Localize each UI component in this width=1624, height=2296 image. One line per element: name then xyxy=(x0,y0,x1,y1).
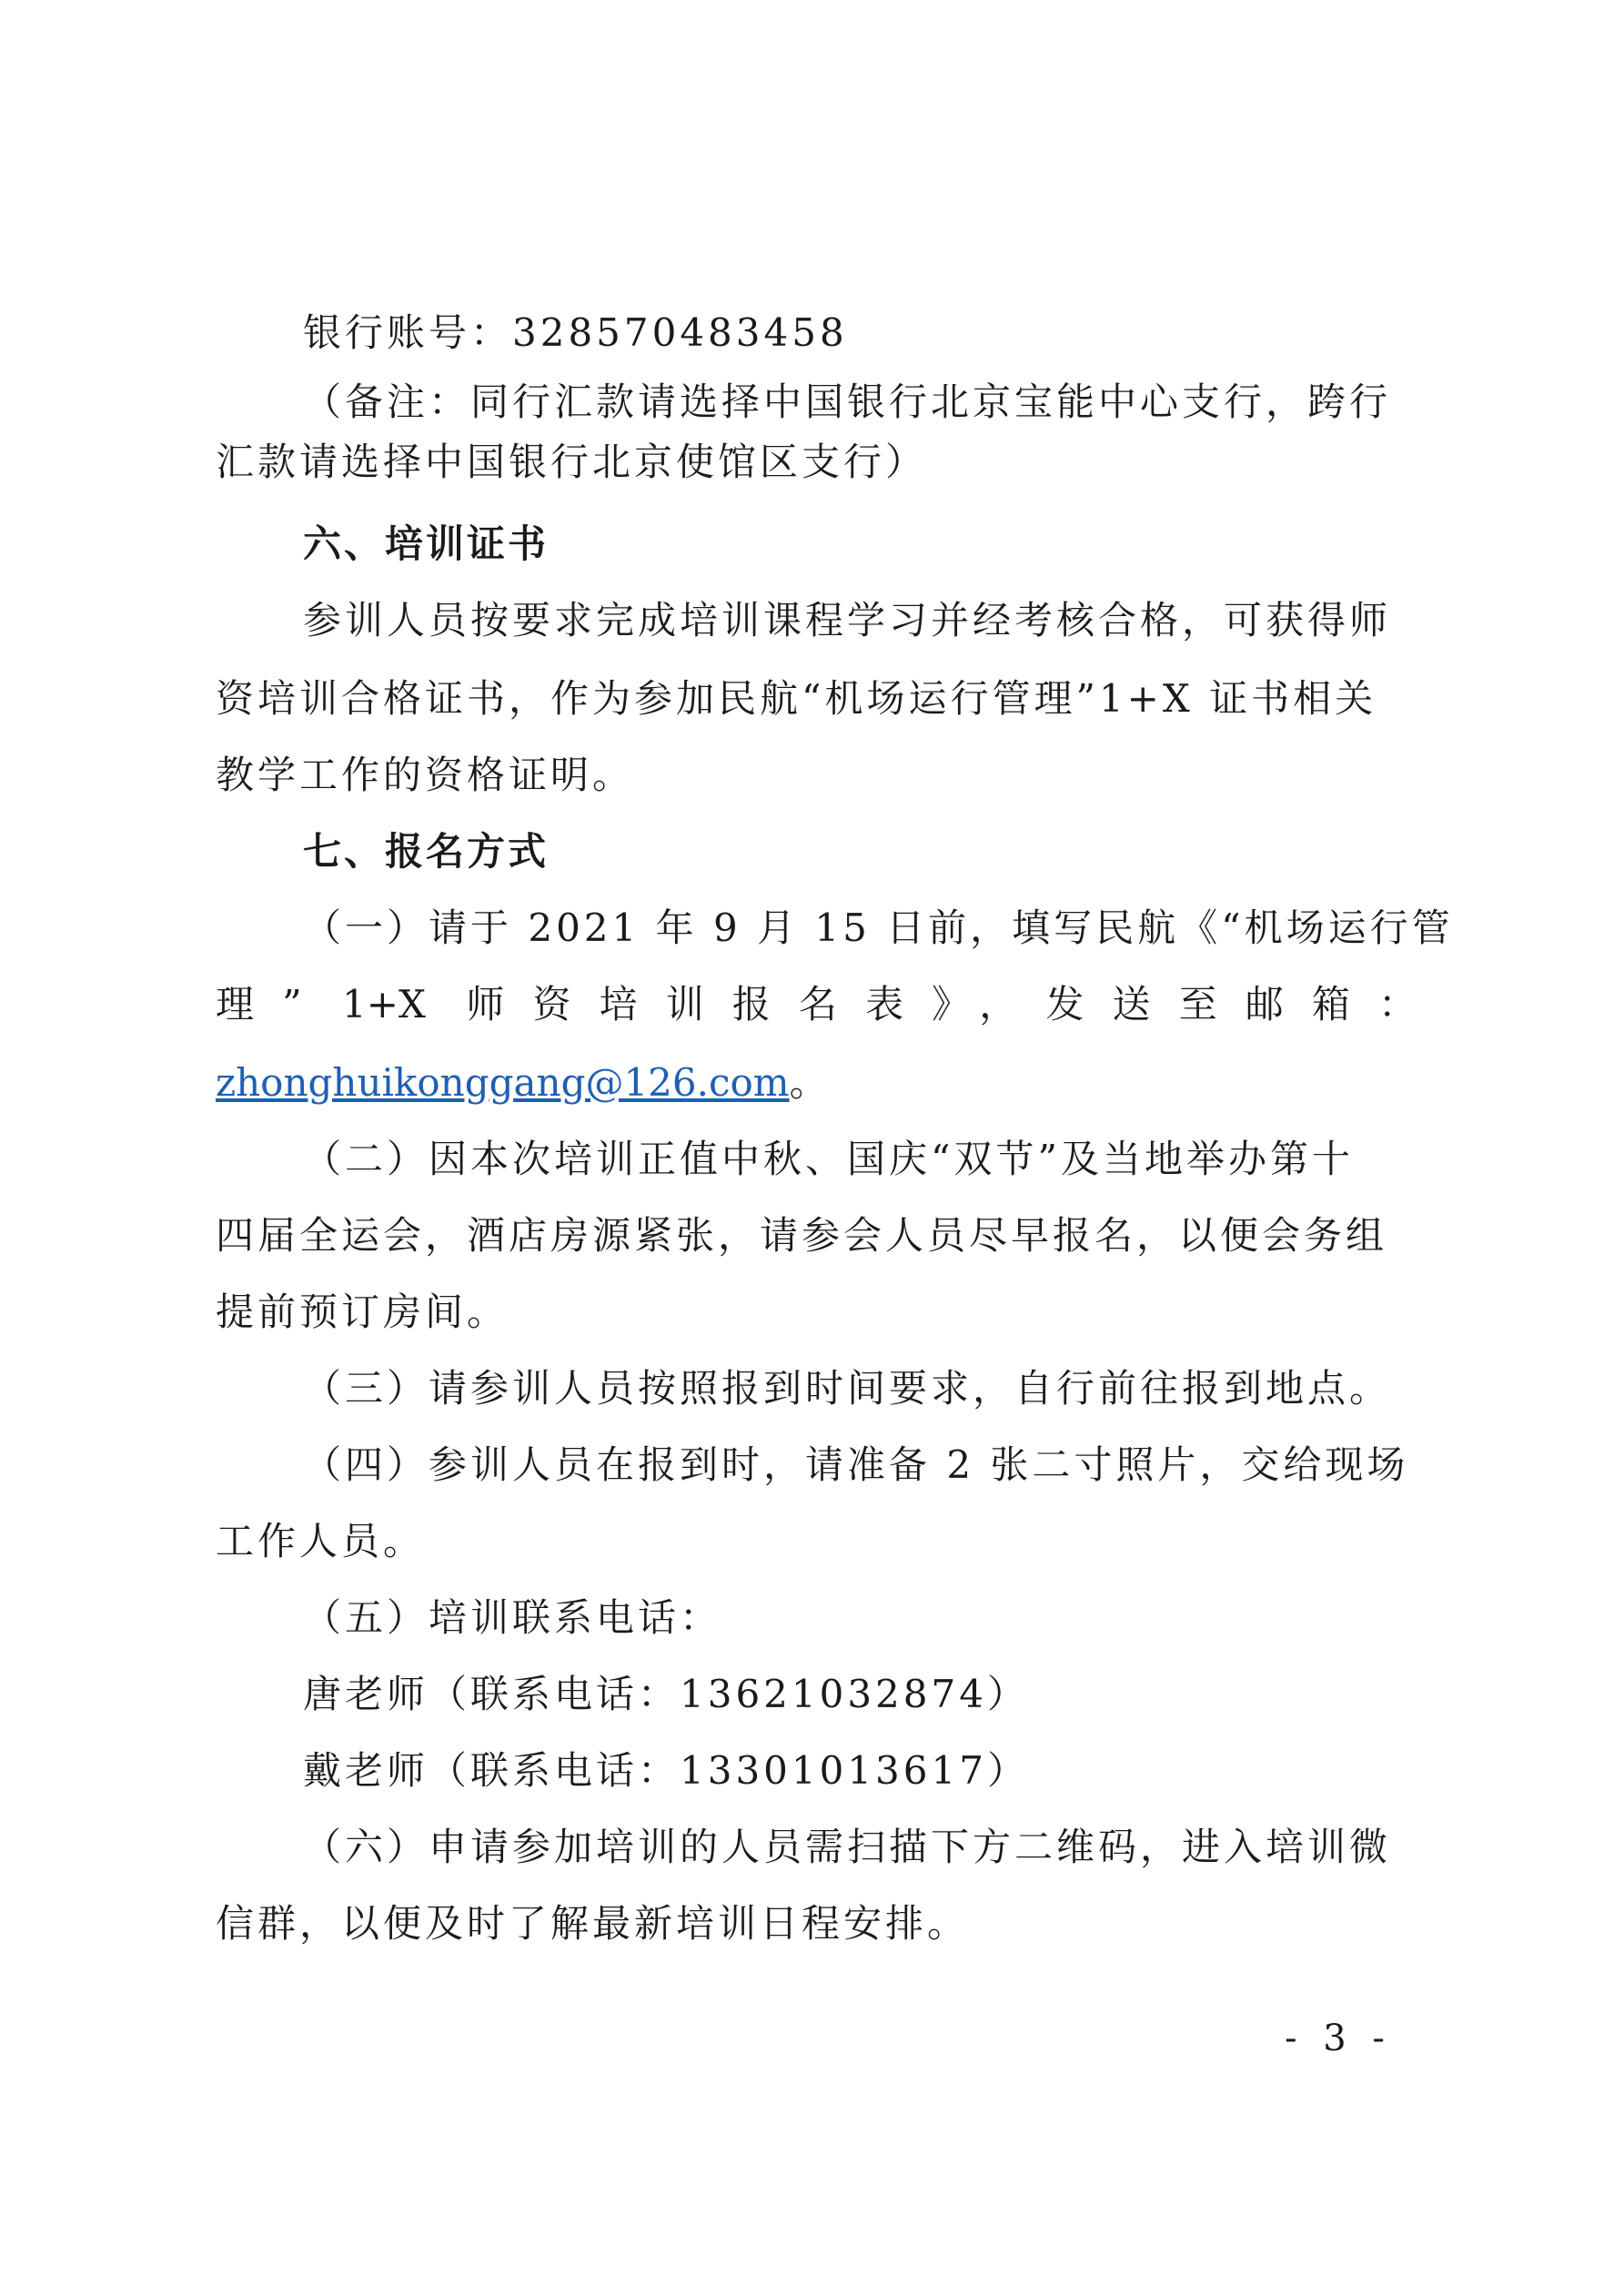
item2-line-1: （二）因本次培训正值中秋、国庆“双节”及当地举办第十 xyxy=(303,1137,1354,1181)
section6-paragraph-line-3: 教学工作的资格证明。 xyxy=(216,753,635,797)
contact-dai: 戴老师（联系电话：13301013617） xyxy=(303,1748,1029,1793)
email-line xyxy=(216,1056,832,1110)
item1-line-1: （一）请于 2021 年 9 月 15 日前，填写民航《“机场运行管 xyxy=(303,905,1454,950)
item6-line-2: 信群，以便及时了解最新培训日程安排。 xyxy=(216,1901,970,1946)
section6-heading: 六、培训证书 xyxy=(303,521,550,566)
section6-paragraph-line-2: 资培训合格证书，作为参加民航“机场运行管理”1+X 证书相关 xyxy=(216,676,1377,721)
section7-heading: 七、报名方式 xyxy=(303,829,550,874)
note-line-1: （备注：同行汇款请选择中国银行北京宝能中心支行，跨行 xyxy=(303,379,1392,424)
item5-line: （五）培训联系电话： xyxy=(303,1595,722,1640)
contact-tang: 唐老师（联系电话：13621032874） xyxy=(303,1672,1029,1716)
page-number: - 3 - xyxy=(1285,2018,1392,2059)
item1-line-2: 理” 1+X 师资培训报名表》，发送至邮箱： xyxy=(216,982,1417,1027)
item2-line-2: 四届全运会，酒店房源紧张，请参会人员尽早报名，以便会务组 xyxy=(216,1213,1388,1258)
email-line-tail: 。 xyxy=(789,1060,832,1105)
section6-paragraph-line-1: 参训人员按要求完成培训课程学习并经考核合格，可获得师 xyxy=(303,598,1392,642)
item2-line-3: 提前预订房间。 xyxy=(216,1290,509,1334)
email-link[interactable]: zhonghuikonggang@126.com xyxy=(216,1060,790,1105)
note-line-2: 汇款请选择中国银行北京使馆区支行） xyxy=(216,440,928,484)
item3-line: （三）请参训人员按照报到时间要求，自行前往报到地点。 xyxy=(303,1366,1392,1411)
item6-line-1: （六）申请参加培训的人员需扫描下方二维码，进入培训微 xyxy=(303,1825,1392,1869)
item4-line-2: 工作人员。 xyxy=(216,1519,426,1563)
bank-account-line: 银行账号：328570483458 xyxy=(303,310,848,355)
item4-line-1: （四）参训人员在报到时，请准备 2 张二寸照片，交给现场 xyxy=(303,1442,1409,1487)
